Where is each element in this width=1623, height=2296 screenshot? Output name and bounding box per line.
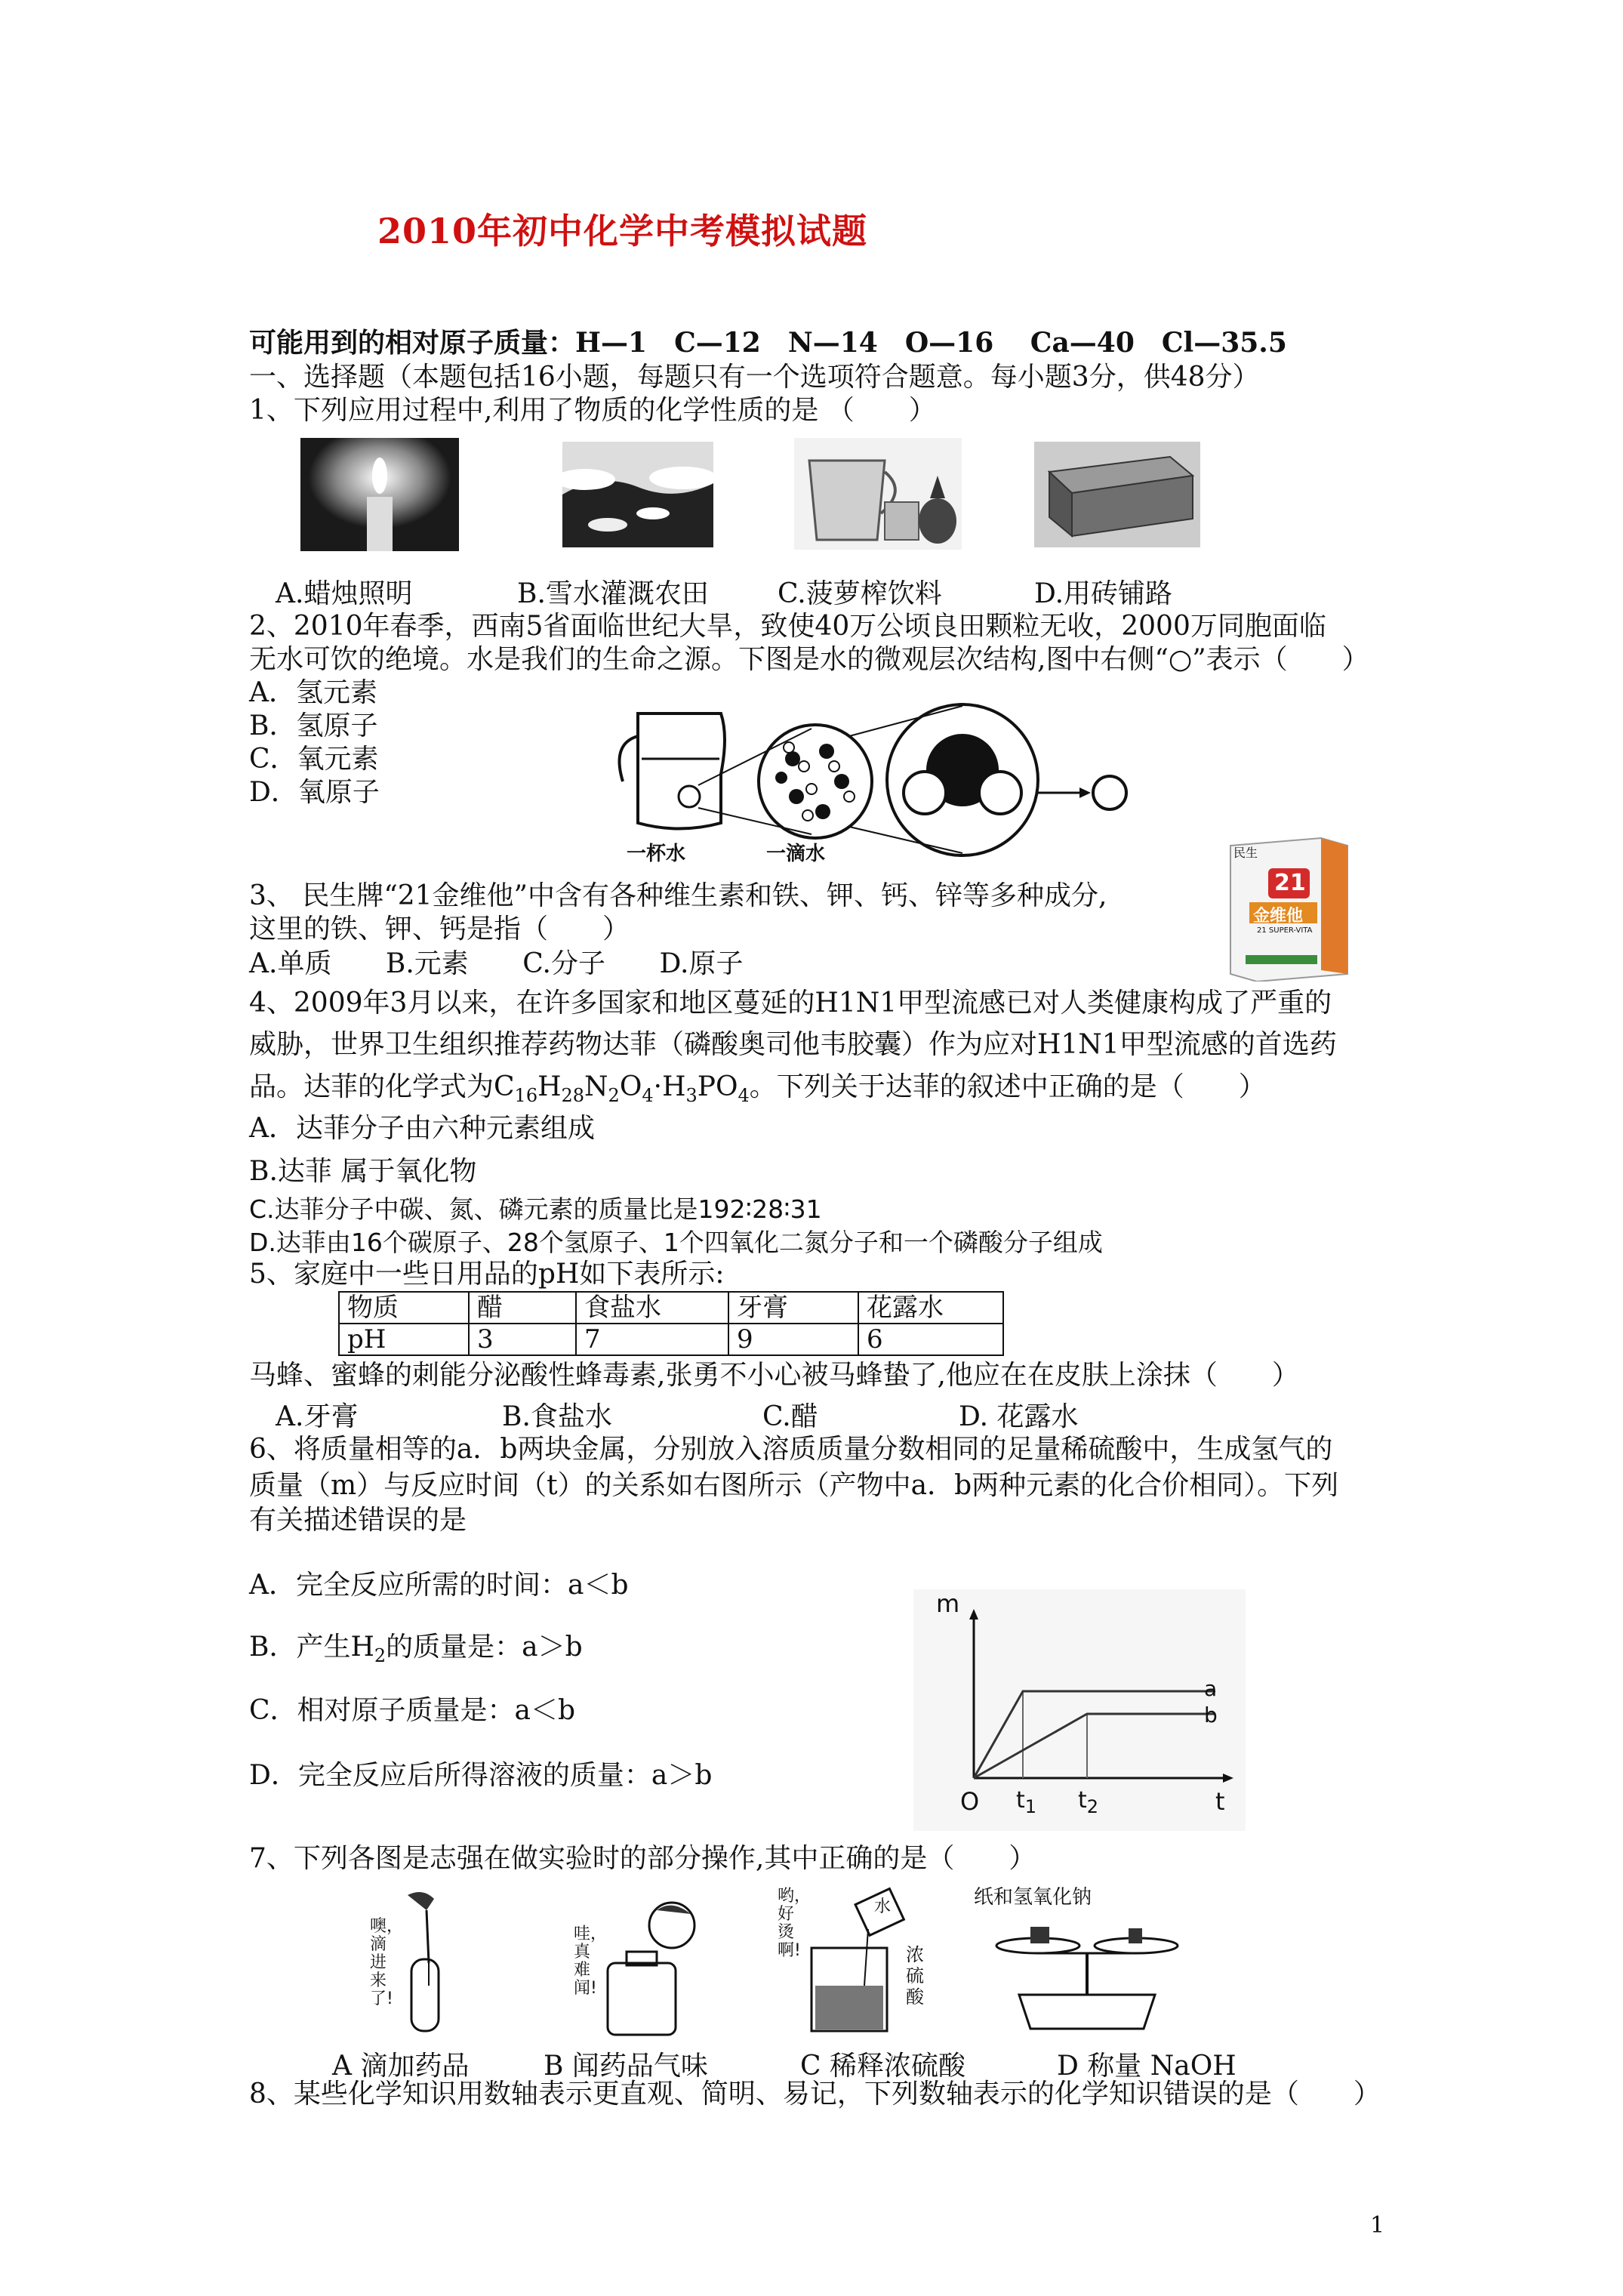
- q6-option-a: A．完全反应所需的时间：a＜b: [249, 1570, 629, 1601]
- table-cell: 醋: [469, 1292, 576, 1324]
- q5-option-a: A.牙膏: [276, 1401, 359, 1432]
- q6-option-b-prefix: B．产生H: [249, 1632, 374, 1663]
- dilute-acid-image: [778, 1880, 936, 2039]
- section-heading: 一、选择题（本题包括16小题，每题只有一个选项符合题意。每小题3分，供48分）: [249, 362, 1260, 393]
- origin-label: O: [960, 1787, 980, 1816]
- balance-label: 纸和氢氧化钠: [974, 1886, 1092, 1909]
- atomic-masses: 可能用到的相对原子质量：H—1 C—12 N—14 O—16 Ca—40 Cl—35.5: [249, 327, 1287, 359]
- q4-stem-line3: 品。达菲的化学式为$C_{16}H_{28}N_2O_4\cdot H_3PO_4$。下列关于达菲的叙述中正确的是（ ）: [249, 1071, 1266, 1107]
- water-label: 水: [874, 1897, 892, 1916]
- table-cell: 花露水: [858, 1292, 1003, 1324]
- dilute-speech: 哟，好烫啊!: [778, 1887, 812, 1960]
- q1-option-d: D.用砖铺路: [1034, 578, 1173, 609]
- x-axis-arrow-icon: [1223, 1774, 1233, 1783]
- q4-stem3-suffix: 。下列关于达菲的叙述中正确的是（ ）: [749, 1071, 1266, 1102]
- t1-tick-text: t: [1016, 1787, 1025, 1814]
- snow-field-image: [562, 442, 713, 547]
- q7-option-d: D 称量 NaOH: [1057, 2051, 1236, 2082]
- table-cell: 物质: [339, 1292, 469, 1324]
- vitamin-box-image: [1223, 827, 1351, 982]
- brick-image: [1034, 442, 1200, 547]
- q2-option-b: B．氢原子: [249, 710, 378, 741]
- q3-stem-line1: 3、 民生牌“21金维他”中含有各种维生素和铁、钾、钙、锌等多种成分,: [249, 880, 1107, 911]
- ph-table: [338, 1291, 1004, 1356]
- t2-tick-label: $t_2$: [1078, 1787, 1099, 1817]
- q7-option-a: A 滴加药品: [332, 2051, 470, 2082]
- q3-options: [249, 948, 743, 981]
- q3-option-c: C.分子: [522, 948, 605, 979]
- q3-option-a: A.单质: [249, 948, 332, 979]
- y-axis-label: m: [936, 1589, 960, 1618]
- candle-image: [300, 438, 459, 551]
- pineapple-juice-image: [794, 438, 962, 550]
- table-row: [339, 1292, 1003, 1324]
- table-cell: 3: [469, 1324, 576, 1355]
- table-cell: 7: [576, 1324, 728, 1355]
- q7-option-b: B 闻药品气味: [544, 2051, 708, 2082]
- q5-option-c: C.醋: [762, 1401, 818, 1432]
- vitamin-number: 21: [1274, 870, 1306, 896]
- q4-option-c: C.达菲分子中碳、氮、磷元素的质量比是192∶28∶31: [249, 1194, 822, 1224]
- q6-stem-line1: 6、将质量相等的a．b两块金属，分别放入溶质质量分数相同的足量稀硫酸中，生成氢气的: [249, 1434, 1333, 1465]
- table-row: [339, 1324, 1003, 1355]
- reaction-chart: [913, 1589, 1246, 1831]
- q4-option-a: A．达菲分子由六种元素组成: [249, 1113, 595, 1144]
- smell-image: [574, 1895, 710, 2039]
- y-axis-arrow-icon: [969, 1609, 978, 1620]
- q4-option-b: B.达菲 属于氧化物: [249, 1156, 477, 1187]
- q2-option-c: C．氧元素: [249, 744, 379, 775]
- series-a-line: [974, 1691, 1215, 1778]
- page-number: 1: [1370, 2212, 1385, 2239]
- q2-stem-line2: 无水可饮的绝境。水是我们的生命之源。下图是水的微观层次结构,图中右侧“○”表示（ ）: [249, 644, 1369, 675]
- x-axis-label: t: [1215, 1787, 1225, 1816]
- q6-option-c: C．相对原子质量是：a＜b: [249, 1695, 576, 1726]
- q4-stem-line2: 威胁，世界卫生组织推荐药物达菲（磷酸奥司他韦胶囊）作为应对H1N1甲型流感的首选药: [249, 1029, 1337, 1060]
- q4-stem3-prefix: 品。达菲的化学式为C: [249, 1071, 515, 1102]
- q3-option-d: D.原子: [659, 948, 744, 979]
- page-title: 2010年初中化学中考模拟试题: [377, 211, 868, 251]
- q5-option-b: B.食盐水: [502, 1401, 612, 1432]
- q1-option-c: C.菠萝榨饮料: [778, 578, 942, 609]
- smell-speech: 哇，真难闻!: [574, 1925, 608, 1998]
- q5-option-d: D. 花露水: [959, 1401, 1079, 1432]
- dropper-speech: 噢，滴进来了!: [370, 1917, 404, 2008]
- table-cell: pH: [339, 1324, 469, 1355]
- table-cell: 9: [728, 1324, 858, 1355]
- q4-stem-line1: 4、2009年3月以来，在许多国家和地区蔓延的H1N1甲型流感已对人类健康构成了严重的: [249, 988, 1332, 1019]
- cup-label: 一杯水: [627, 843, 686, 865]
- drop-label: 一滴水: [766, 843, 826, 865]
- q4-option-d: D.达菲由16个碳原子、28个氢原子、1个四氧化二氮分子和一个磷酸分子组成: [249, 1228, 1103, 1257]
- q7-option-c: C 稀释浓硫酸: [800, 2051, 965, 2082]
- q8-stem: 8、某些化学知识用数轴表示更直观、简明、易记，下列数轴表示的化学知识错误的是（ ）: [249, 2079, 1381, 2110]
- table-cell: 6: [858, 1324, 1003, 1355]
- q1-stem: 1、下列应用过程中,利用了物质的化学性质的是 （ ）: [249, 395, 936, 426]
- series-a-label: a: [1204, 1676, 1218, 1701]
- acid-label: 浓硫酸: [906, 1944, 924, 2008]
- q2-option-d: D．氧原子: [249, 777, 380, 808]
- q1-option-a: A.蜡烛照明: [276, 578, 413, 609]
- q3-option-b: B.元素: [385, 948, 469, 979]
- q6-stem-line2: 质量（m）与反应时间（t）的关系如右图所示（产物中a．b两种元素的化合价相同）。下列: [249, 1470, 1339, 1501]
- balance-image: [966, 1881, 1193, 2036]
- q3-stem-line2: 这里的铁、钾、钙是指（ ）: [249, 914, 630, 945]
- q5-stem: 5、家庭中一些日用品的pH如下表所示:: [249, 1259, 725, 1290]
- water-structure-diagram: [608, 691, 1136, 864]
- vitamin-brand: 民生: [1233, 846, 1258, 860]
- q5-stem2: 马蜂、蜜蜂的刺能分泌酸性蜂毒素,张勇不小心被马蜂蛰了,他应在在皮肤上涂抹（ ）: [249, 1360, 1299, 1391]
- q2-option-a: A．氢元素: [249, 677, 377, 708]
- q7-stem: 7、下列各图是志强在做实验时的部分操作,其中正确的是（ ）: [249, 1843, 1036, 1874]
- table-cell: 食盐水: [576, 1292, 728, 1324]
- series-b-line: [974, 1714, 1215, 1778]
- q6-option-b: B．产生$H_2$的质量是：a＞b: [249, 1632, 583, 1667]
- q2-stem-line1: 2、2010年春季，西南5省面临世纪大旱，致使40万公顷良田颗粒无收，2000万同胞面临: [249, 611, 1326, 642]
- q6-stem-line3: 有关描述错误的是: [249, 1505, 467, 1536]
- t1-tick-label: $t_1$: [1016, 1787, 1037, 1817]
- series-b-label: b: [1204, 1703, 1218, 1727]
- q6-option-d: D．完全反应后所得溶液的质量：a＞b: [249, 1760, 713, 1791]
- table-cell: 牙膏: [728, 1292, 858, 1324]
- dropper-image: [362, 1888, 468, 2035]
- q1-option-b: B.雪水灌溉农田: [517, 578, 709, 609]
- vitamin-name: 金维他: [1253, 907, 1304, 926]
- vitamin-subtitle: 21 SUPER-VITA: [1257, 926, 1313, 935]
- t2-tick-text: t: [1078, 1787, 1087, 1814]
- q6-option-b-suffix: 的质量是：a＞b: [386, 1632, 583, 1663]
